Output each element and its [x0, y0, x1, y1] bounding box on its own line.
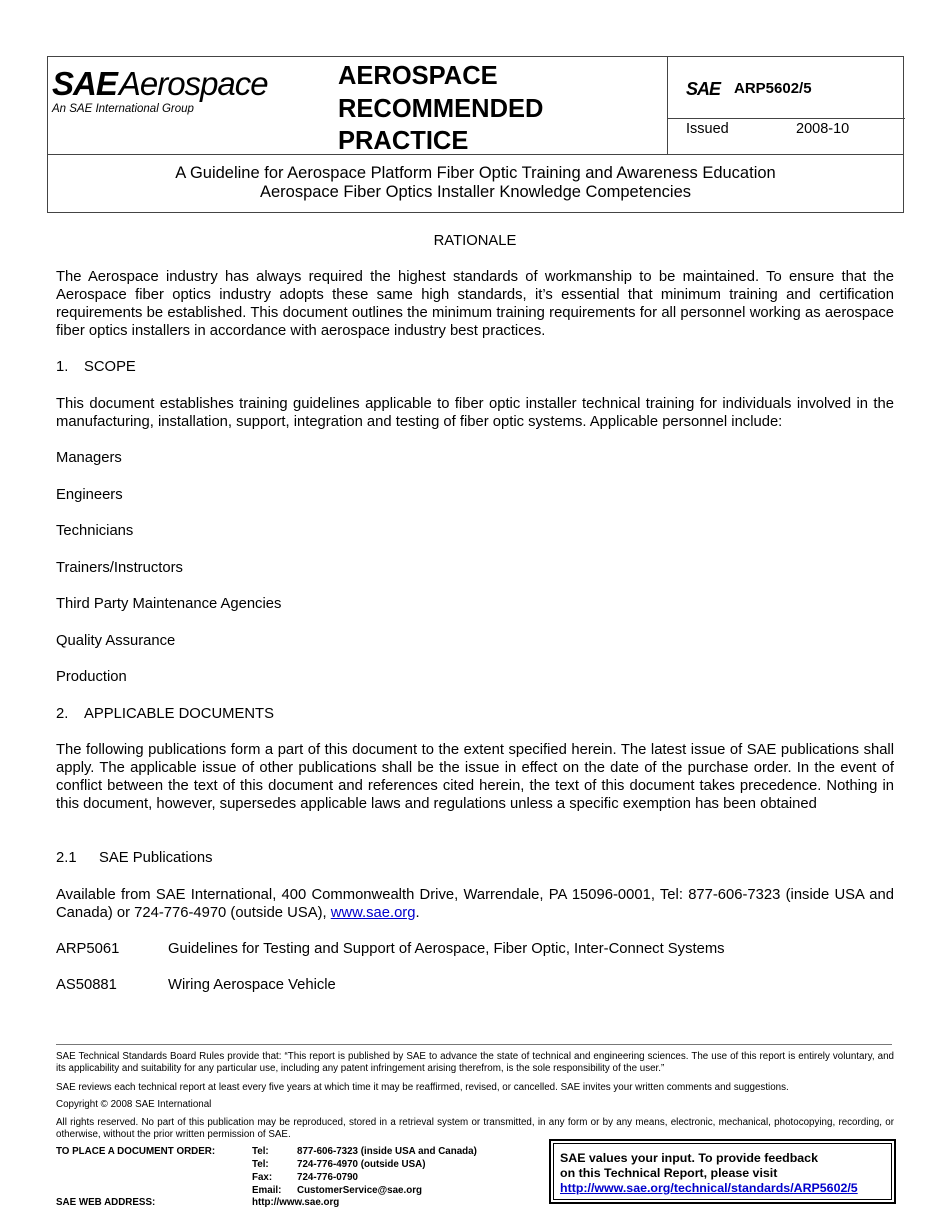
personnel-item: Production	[56, 669, 127, 685]
document-number-box	[668, 57, 905, 119]
web-address-label: SAE WEB ADDRESS:	[56, 1197, 156, 1208]
order-label: TO PLACE A DOCUMENT ORDER:	[56, 1146, 216, 1157]
availability-text: Available from SAE International, 400 Commonwealth Drive, Warrendale, PA 15096-0001, Tel: 877-606-7323 (inside USA and Canada) or 724-776-4970 (outside USA),	[56, 887, 894, 921]
issued-box	[668, 119, 905, 154]
sae-website-link[interactable]: www.sae.org	[330, 905, 416, 921]
logo-sae-text: SAE	[52, 65, 117, 102]
personnel-item: Trainers/Instructors	[56, 560, 183, 576]
contact-value: 724-776-0790	[297, 1172, 359, 1183]
document-type-cell	[338, 57, 666, 154]
contact-label: Email:	[252, 1185, 282, 1196]
document-type-line: AEROSPACE	[338, 62, 498, 90]
personnel-item: Third Party Maintenance Agencies	[56, 596, 282, 612]
document-type-line: RECOMMENDED	[338, 94, 544, 123]
contact-label: Tel:	[252, 1159, 269, 1170]
feedback-box	[549, 1139, 896, 1204]
applicable-documents-heading: APPLICABLE DOCUMENTS	[84, 706, 274, 722]
document-subtitle	[48, 155, 903, 213]
personnel-item: Technicians	[56, 523, 134, 539]
feedback-line: SAE values your input. To provide feedback	[560, 1151, 818, 1165]
logo-cell	[48, 57, 338, 154]
document-header	[47, 56, 904, 213]
document-type-line: PRACTICE	[338, 127, 469, 155]
subtitle-line: Aerospace Fiber Optics Installer Knowledge Competencies	[259, 183, 692, 201]
rationale-paragraph: The Aerospace industry has always required the highest standards of workmanship to be maintained. To ensure that the Aerospace fiber optics industry adopts these same high standards, it’s essential that minimum training and certification requirements be established. This document outlines the minimum training requirements for all personnel working as aerospace fiber optics installers in accordance with aerospace industry best practices.	[56, 269, 894, 339]
rationale-heading: RATIONALE	[433, 233, 517, 249]
web-address: http://www.sae.org	[252, 1197, 340, 1208]
personnel-item: Engineers	[56, 487, 123, 503]
reference-title: Wiring Aerospace Vehicle	[168, 977, 336, 993]
contact-value: 724-776-4970 (outside USA)	[297, 1159, 426, 1170]
document-id-cell	[667, 57, 905, 154]
reference-code: AS50881	[56, 977, 117, 993]
availability-paragraph	[56, 886, 894, 922]
document-number: ARP5602/5	[734, 80, 812, 97]
standards-board-rules: SAE Technical Standards Board Rules provide that: “This report is published by SAE to advance the state of technical and engineering sciences. The use of this report is entirely voluntary, and its applicability and suitability for any particular use, including any patent infringement arising therefrom, is the sole responsibility of the user.”	[56, 1051, 894, 1074]
feedback-link[interactable]: http://www.sae.org/technical/standards/ARP5602/5	[560, 1181, 858, 1195]
reference-code: ARP5061	[56, 941, 120, 957]
section-number: 2.	[56, 706, 69, 722]
applicable-documents-paragraph: The following publications form a part of this document to the extent specified herein. The latest issue of SAE publications shall apply. The applicable issue of other publications shall be the issue in effect on the date of the purchase order. In the event of conflict between the text of this document and references cited herein, the text of this document takes precedence. Nothing in this document, however, supersedes applicable laws and regulations unless a specific exemption has been obtained	[56, 742, 894, 812]
subtitle-line: A Guideline for Aerospace Platform Fiber Optic Training and Awareness Education	[175, 164, 776, 182]
sae-publications-heading: SAE Publications	[99, 850, 213, 866]
header-top-row	[48, 57, 903, 155]
logo-tagline: An SAE International Group	[52, 103, 194, 115]
contact-value: 877-606-7323 (inside USA and Canada)	[297, 1146, 477, 1157]
contact-label: Tel:	[252, 1146, 269, 1157]
sae-aerospace-logo	[50, 59, 335, 114]
document-type-title	[338, 60, 543, 158]
subsection-number: 2.1	[56, 850, 77, 866]
copyright: Copyright © 2008 SAE International	[56, 1099, 212, 1110]
scope-heading: SCOPE	[84, 359, 136, 375]
contact-email: CustomerService@sae.org	[297, 1185, 422, 1196]
personnel-item: Quality Assurance	[56, 633, 176, 649]
scope-paragraph: This document establishes training guidelines applicable to fiber optic installer technical training for individuals involved in the manufacturing, installation, support, integration and testing of fiber optic systems. Applicable personnel include:	[56, 396, 894, 430]
feedback-line: on this Technical Report, please visit	[560, 1166, 778, 1180]
section-number: 1.	[56, 359, 69, 375]
rights-statement: All rights reserved. No part of this publication may be reproduced, stored in a retrieval system or transmitted, in any form or by any means, electronic, mechanical, photocopying, recording, or otherwise, without the prior written permission of SAE.	[56, 1117, 894, 1140]
logo-aerospace-text: Aerospace	[118, 65, 268, 102]
reference-title: Guidelines for Testing and Support of Aerospace, Fiber Optic, Inter-Connect Systems	[168, 941, 725, 957]
footer-divider	[56, 1044, 892, 1045]
sae-mini-logo: SAE	[686, 79, 721, 99]
issued-label: Issued	[686, 121, 729, 137]
personnel-item: Managers	[56, 450, 122, 466]
review-statement: SAE reviews each technical report at least every five years at which time it may be reaffirmed, revised, or cancelled. SAE invites your written comments and suggestions.	[56, 1082, 789, 1093]
issued-date: 2008-10	[796, 121, 850, 137]
contact-label: Fax:	[252, 1172, 273, 1183]
feedback-inner	[553, 1143, 892, 1200]
availability-end: .	[415, 905, 420, 921]
